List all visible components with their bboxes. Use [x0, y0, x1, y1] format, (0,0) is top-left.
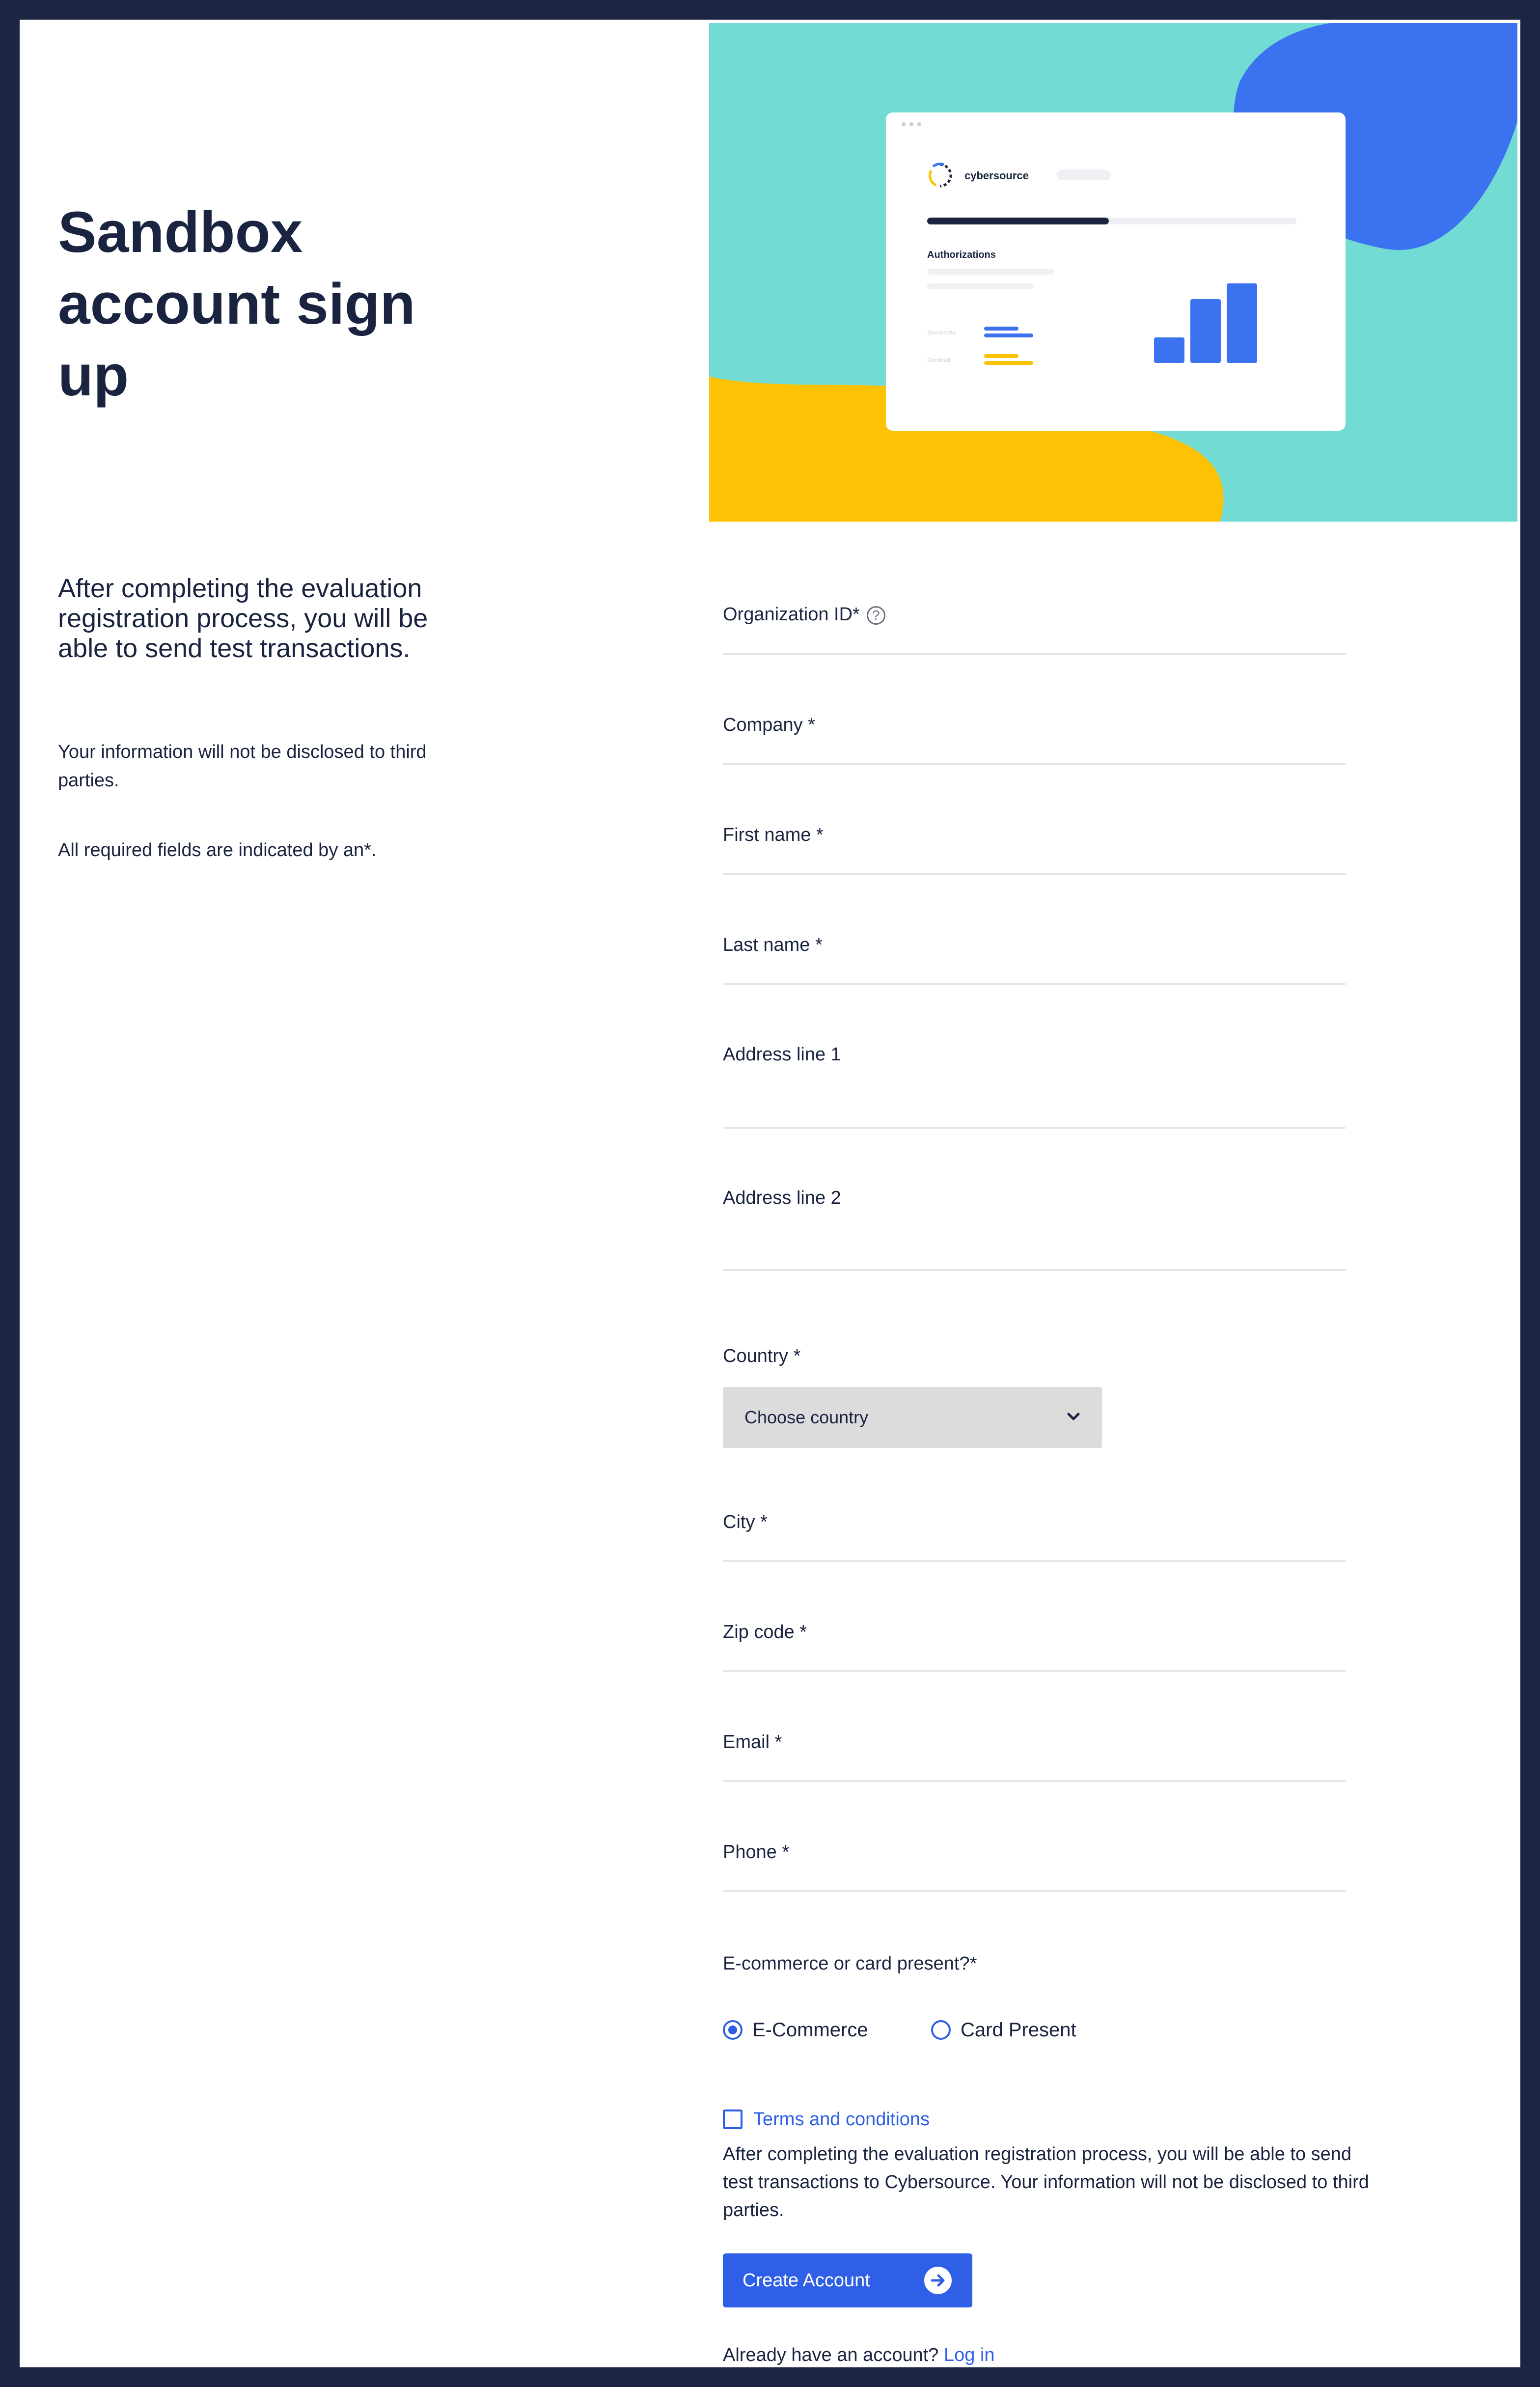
- hero-card-heading: Authorizations: [927, 250, 996, 260]
- email-label: Email *: [723, 1732, 782, 1752]
- create-account-label: Create Account: [742, 2270, 870, 2291]
- phone-label: Phone *: [723, 1842, 790, 1862]
- terms-row: [723, 2107, 930, 2132]
- hero-legend-successful: Successful: [927, 329, 956, 336]
- hero-illustration: [709, 23, 1517, 522]
- help-icon[interactable]: ?: [867, 606, 885, 625]
- radio-card-present-button[interactable]: [931, 2020, 951, 2040]
- country-select-value: Choose country: [744, 1407, 869, 1427]
- address-line-2-field[interactable]: [723, 1187, 1346, 1271]
- company-field[interactable]: [723, 714, 1346, 765]
- city-label: City *: [723, 1512, 768, 1532]
- email-field[interactable]: [723, 1731, 1346, 1782]
- page-title: Sandbox account sign up: [58, 200, 415, 408]
- radio-ecommerce-label: E-Commerce: [752, 2019, 868, 2041]
- hero-bar-3: [1227, 283, 1257, 363]
- signup-page: [20, 20, 1520, 2367]
- phone-field[interactable]: [723, 1841, 1346, 1892]
- first-name-label: First name *: [723, 825, 824, 845]
- radio-ecommerce-button[interactable]: [723, 2020, 742, 2040]
- hero-bar-1: [1154, 337, 1184, 363]
- hero-legend-declined: Declined: [927, 357, 950, 363]
- organization-id-field[interactable]: [723, 603, 1346, 655]
- terms-link[interactable]: Terms and conditions: [753, 2109, 930, 2130]
- create-account-button[interactable]: [723, 2253, 972, 2307]
- terms-text: After completing the evaluation registration process, you will be able to send test transactions to Cybersource. Your information will not be disclosed to third parties.: [723, 2144, 1369, 2220]
- privacy-note: Your information will not be disclosed to third parties.: [58, 742, 427, 791]
- dashboard-card: [886, 112, 1346, 431]
- channel-question: E-commerce or card present?*: [723, 1953, 977, 1974]
- radio-card-present[interactable]: [931, 2017, 1076, 2043]
- login-prompt: Already have an account?: [723, 2345, 939, 2365]
- login-row: [723, 2344, 995, 2366]
- login-link[interactable]: Log in: [943, 2345, 995, 2365]
- required-fields-note: All required fields are indicated by an*.: [58, 840, 377, 860]
- radio-card-present-label: Card Present: [961, 2019, 1076, 2041]
- zip-code-label: Zip code *: [723, 1622, 807, 1642]
- company-label: Company *: [723, 715, 815, 735]
- first-name-field[interactable]: [723, 824, 1346, 875]
- address-line-1-label: Address line 1: [723, 1044, 841, 1065]
- radio-ecommerce[interactable]: [723, 2017, 868, 2043]
- last-name-label: Last name *: [723, 935, 823, 955]
- hero-progress-fill: [927, 218, 1109, 224]
- address-line-1-field[interactable]: [723, 1043, 1346, 1129]
- address-line-2-label: Address line 2: [723, 1188, 841, 1208]
- arrow-right-icon: [924, 2267, 952, 2294]
- hero-bar-2: [1190, 299, 1221, 363]
- chevron-down-icon: [1064, 1407, 1083, 1426]
- country-label: Country *: [723, 1346, 801, 1366]
- last-name-field[interactable]: [723, 934, 1346, 985]
- zip-code-field[interactable]: [723, 1621, 1346, 1672]
- organization-id-label: Organization ID* ?: [723, 603, 885, 626]
- intro-lead: After completing the evaluation registration process, you will be able to send test transactions.: [58, 574, 428, 663]
- terms-checkbox[interactable]: [723, 2109, 742, 2129]
- hero-brand-text: cybersource: [964, 169, 1029, 182]
- country-select[interactable]: [723, 1387, 1102, 1448]
- city-field[interactable]: [723, 1511, 1346, 1562]
